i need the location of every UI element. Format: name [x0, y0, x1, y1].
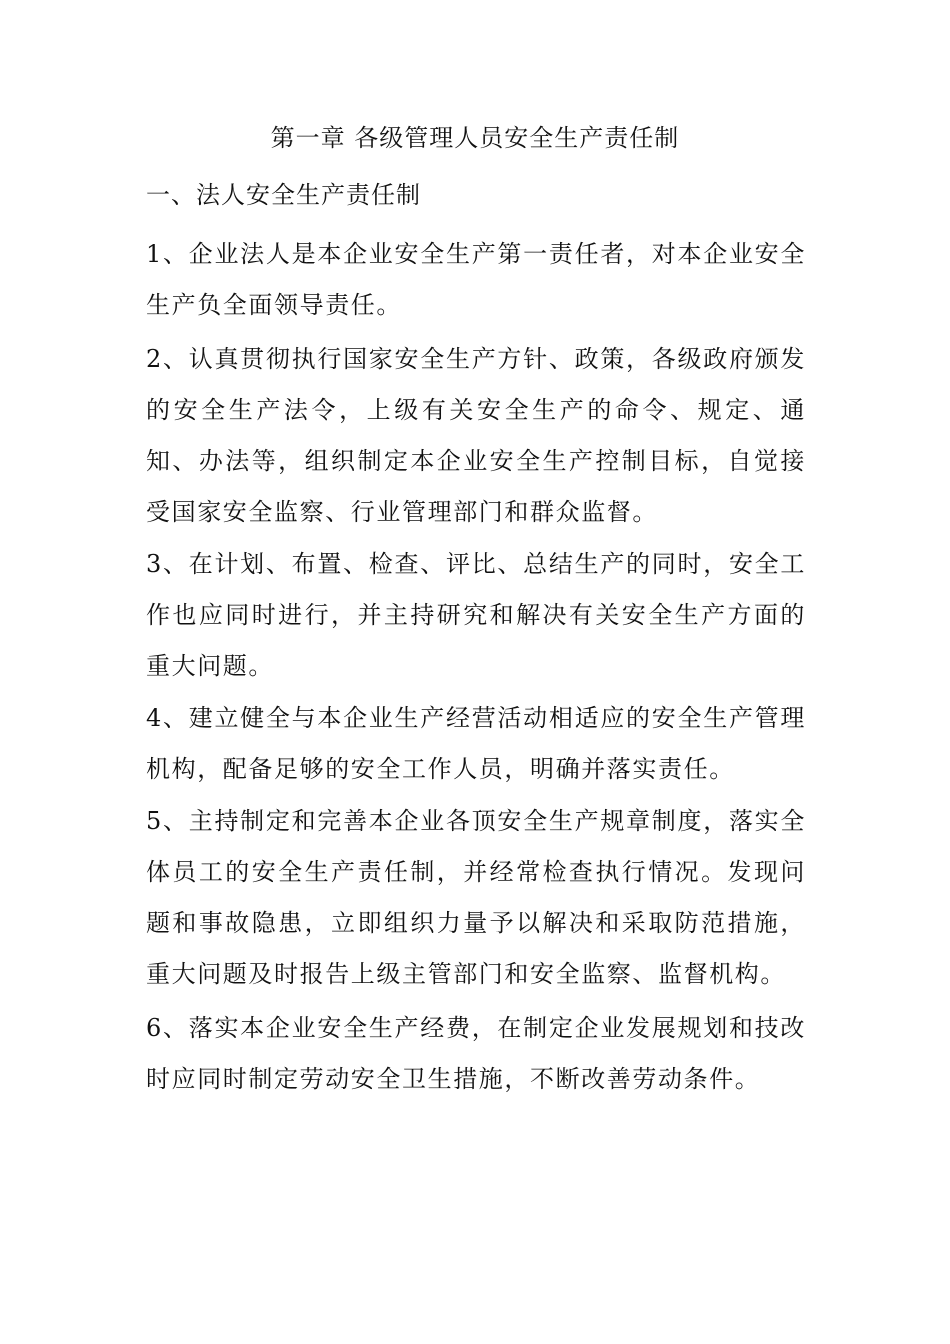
- section-heading: 一、法人安全生产责任制: [146, 181, 421, 209]
- paragraph-3: 3、在计划、布置、检查、评比、总结生产的同时，安全工作也应同时进行，并主持研究和解决有关安全生产方面的重大问题。: [146, 550, 806, 680]
- paragraph-5: 5、主持制定和完善本企业各顶安全生产规章制度，落实全体员工的安全生产责任制，并经常检查执行情况。发现问题和事故隐患，立即组织力量予以解决和采取防范措施，重大问题及时报告上级主管部门和安全监察、监督机构。: [146, 807, 806, 988]
- chapter-title: 第一章 各级管理人员安全生产责任制: [270, 124, 680, 152]
- paragraph-1: 1、企业法人是本企业安全生产第一责任者，对本企业安全生产负全面领导责任。: [146, 240, 806, 319]
- paragraph-2: 2、认真贯彻执行国家安全生产方针、政策，各级政府颁发的安全生产法令，上级有关安全生产的命令、规定、通知、办法等，组织制定本企业安全生产控制目标，自觉接受国家安全监察、行业管理部门和群众监督。: [146, 345, 806, 526]
- paragraph-4: 4、建立健全与本企业生产经营活动相适应的安全生产管理机构，配备足够的安全工作人员，明确并落实责任。: [146, 704, 806, 783]
- paragraph-6: 6、落实本企业安全生产经费，在制定企业发展规划和技改时应同时制定劳动安全卫生措施，不断改善劳动条件。: [146, 1014, 806, 1093]
